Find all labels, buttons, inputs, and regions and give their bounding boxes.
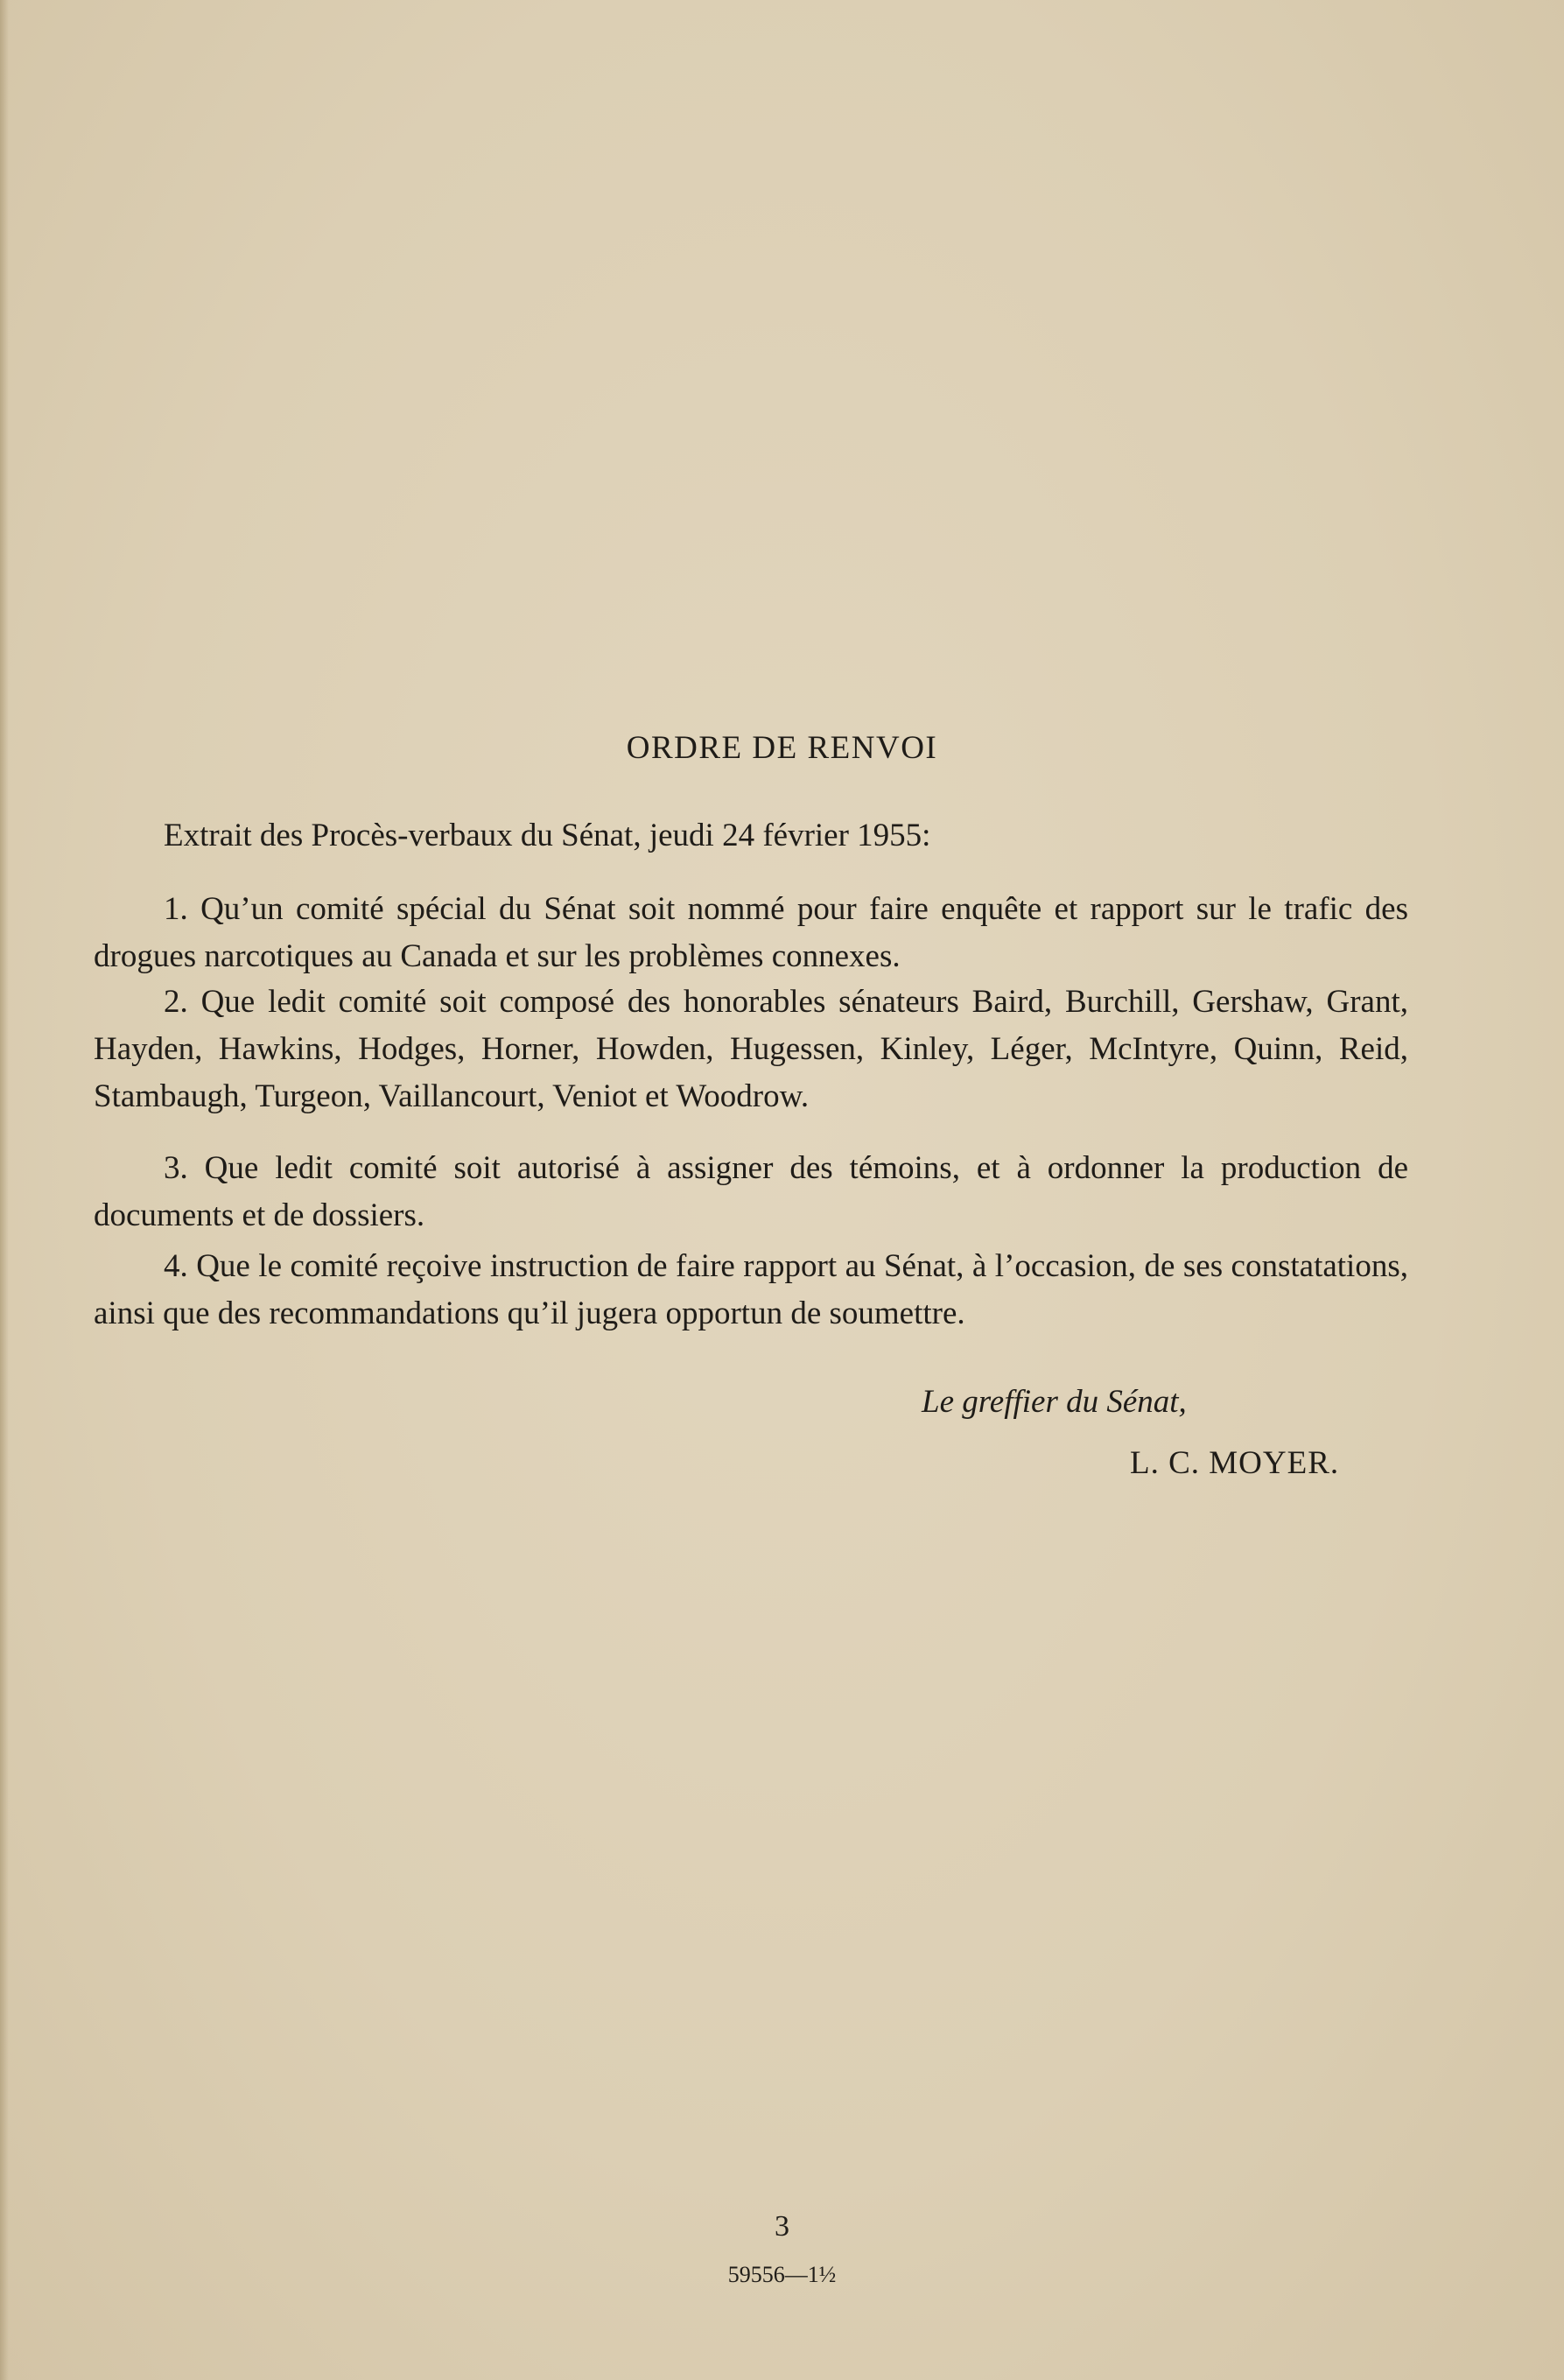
intro-line: Extrait des Procès-verbaux du Sénat, jeudi 24 février 1955: bbox=[164, 818, 931, 853]
page-number: 3 bbox=[775, 2210, 789, 2243]
page-edge-shadow bbox=[0, 0, 9, 2380]
paragraph-2: 2. Que ledit comité soit composé des honorables sénateurs Baird, Burchill, Gershaw, Grant, Hayden, Hawkins, Hodges, Horner, Howden, Hugessen, Kinley, Léger, McIntyre, Quinn, Reid, Stambaugh, Turgeon, Vaillancourt, Veniot et Woodrow. bbox=[94, 984, 1408, 1114]
document-title: ORDRE DE RENVOI bbox=[626, 730, 938, 766]
paragraph-4: 4. Que le comité reçoive instruction de faire rapport au Sénat, à l’occasion, de ses constatations, ainsi que des recommandations qu’il jugera opportun de soumettre. bbox=[94, 1248, 1408, 1331]
paragraph-3: 3. Que ledit comité soit autorisé à assigner des témoins, et à ordonner la production de documents et de dossiers. bbox=[94, 1150, 1408, 1233]
paragraph-1: 1. Qu’un comité spécial du Sénat soit nommé pour faire enquête et rapport sur le trafic des drogues narcotiques au Canada et sur les problèmes connexes. bbox=[94, 891, 1408, 974]
signer-name: L. C. MOYER. bbox=[1130, 1445, 1340, 1481]
print-code: 59556—1½ bbox=[727, 2262, 837, 2287]
signoff-line: Le greffier du Sénat, bbox=[922, 1384, 1187, 1420]
